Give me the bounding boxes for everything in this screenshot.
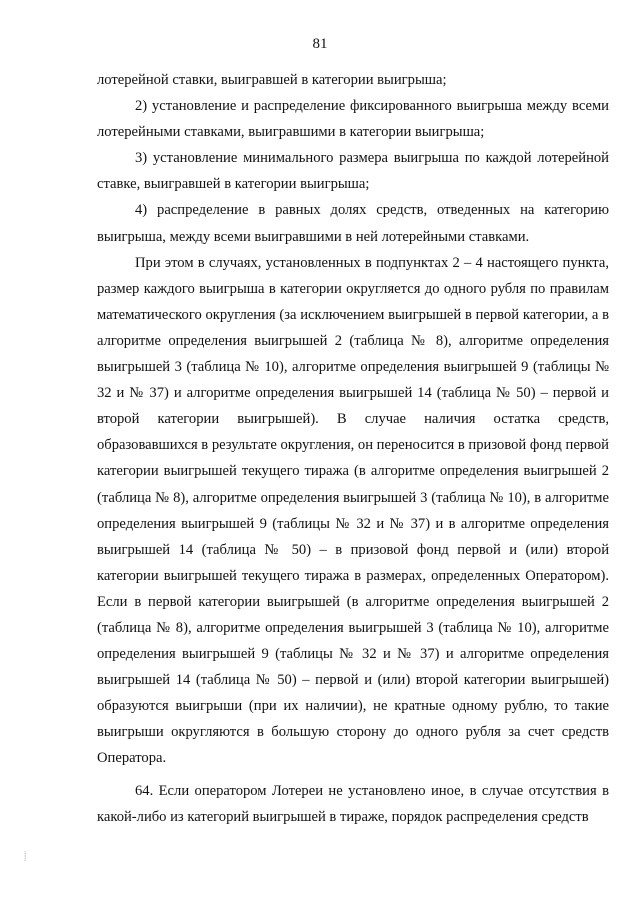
- paragraph-continuation: лотерейной ставки, выигравшей в категории выигрыша;: [97, 72, 447, 88]
- paragraph-item-4: 4) распределение в равных долях средств, отведенных на категорию выигрыша, между всеми выигравшими в ней лотерейными ставками.: [97, 202, 609, 245]
- paragraph-item-2: 2) установление и распределение фиксированного выигрыша между всеми лотерейными ставками, выигравшими в категории выигрыша;: [97, 98, 609, 141]
- scan-artifact: ⸽: [24, 852, 27, 862]
- page-number: 81: [312, 36, 328, 52]
- document-body: [97, 67, 609, 830]
- paragraph-clause-64: 64. Если оператором Лотереи не установлено иное, в случае отсутствия в какой-либо из категорий выигрышей в тираже, порядок распределения средств: [97, 782, 609, 825]
- paragraph-item-3: 3) установление минимального размера выигрыша по каждой лотерейной ставке, выигравшей в категории выигрыша;: [97, 150, 609, 193]
- paragraph-rounding-rules: При этом в случаях, установленных в подпунктах 2 – 4 настоящего пункта, размер каждого выигрыша в категории округляется до одного рубля по правилам математического округления (за исключением выигрышей в первой категории, а в алгоритме определения выигрышей 2 (таблица № 8), алгоритме определения выигрышей 3 (таблица № 10), алгоритме определения выигрышей 9 (таблицы № 32 и № 37) и алгоритме определения выигрышей 14 (таблица № 50) – первой и второй категории выигрышей). В случае наличия остатка средств, образовавшихся в результате округления, он переносится в призовой фонд первой категории выигрышей текущего тиража (в алгоритме определения выигрышей 2 (таблица № 8), алгоритме определения выигрышей 3 (таблица № 10), в алгоритме определения выигрышей 9 (таблицы № 32 и № 37) и в алгоритме определения выигрышей 14 (таблица № 50) – в призовой фонд первой и (или) второй категории выигрышей текущего тиража в размерах, определенных Оператором). Если в первой категории выигрышей (в алгоритме определения выигрышей 2 (таблица № 8), алгоритме определения выигрышей 3 (таблица № 10), алгоритме определения выигрышей 9 (таблицы № 32 и № 37) и алгоритме определения выигрышей 14 (таблица № 50) – первой и (или) второй категории выигрышей) образуются выигрыши (при их наличии), не кратные одному рублю, то такие выигрыши округляются в большую сторону до одного рубля за счет средств Оператора.: [97, 254, 609, 767]
